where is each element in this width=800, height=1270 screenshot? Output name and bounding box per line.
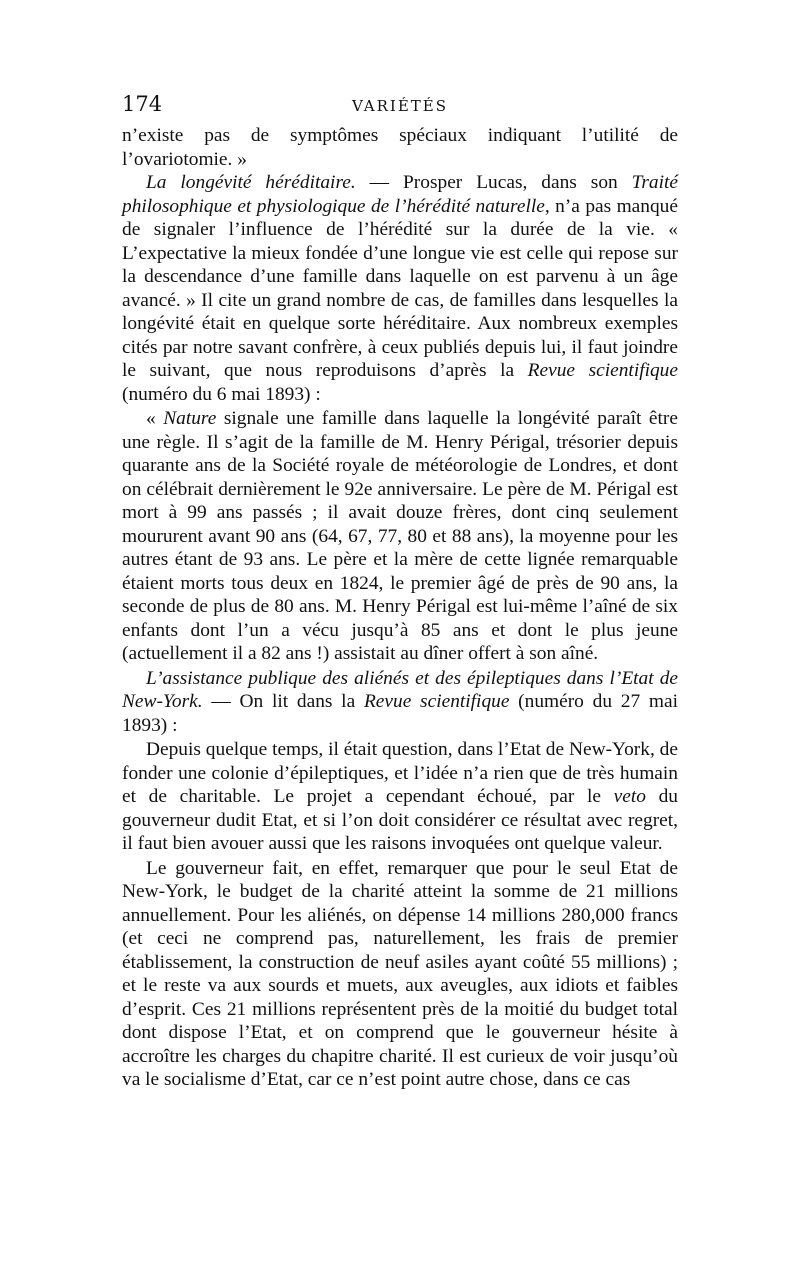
page-number: 174: [122, 92, 163, 116]
text-span: (numéro du 27 mai 1893) :: [122, 691, 678, 736]
text-span: «: [146, 408, 164, 429]
paragraph-assistance: [122, 667, 678, 738]
text-span: (numéro du 6 mai 1893) :: [122, 383, 321, 405]
journal-title: Revue scientifique: [527, 360, 678, 381]
book-title: Traité philosophique et physiologique de l’hérédité naturelle: [122, 172, 678, 217]
section-title-longevite: La longévité héréditaire.: [146, 172, 356, 193]
journal-title: Revue scientifique: [363, 691, 510, 712]
paragraph-colonie: [122, 738, 678, 856]
paragraph-longevite: [122, 171, 678, 406]
text-span: — Prosper Lucas, dans son: [355, 172, 632, 193]
paragraph-nature-quote: [122, 407, 678, 666]
page-header: [122, 92, 678, 122]
running-title: VARIÉTÉS: [351, 97, 449, 115]
text-span: n’existe pas de symptômes spéciaux indiquant l’utilité de l’ovariotomie. »: [122, 125, 678, 170]
text-span: Le gouverneur fait, en effet, remarquer que pour le seul Etat de New-York, le budget de la charité atteint la somme de 21 millions annuellement. Pour les aliénés, on dépense 14 millions 280,000 francs (et ceci ne comprend pas, naturellement, les frais de premier établissement, la construction de neuf asiles ayant coûté 55 millions) ; et le reste va aux sourds et muets, aux aveugles, aux idiots et faibles d’esprit. Ces 21 millions représentent près de la moitié du budget total dont dispose l’Etat, et on comprend que le gouverneur hésite à accroître les charges du chapitre charité. Il est curieux de voir jusqu’où va le socialisme d’Etat, car ce n’est point autre chose, dans ce cas: [122, 857, 678, 1090]
text-span: , n’a pas manqué de signaler l’influence de l’hérédité sur la durée de la vie. « L’expectative la mieux fondée d’une longue vie est celle qui repose sur la descendance d’une famille dans laquelle on est parvenu à un âge avancé. » Il cite un grand nombre de cas, de familles dans lesquelles la longévité était en quelque sorte héréditaire. Aux nombreux exemples cités par notre savant confrère, à ceux publiés depuis lui, il faut joindre le suivant, que nous reproduisons d’après la: [122, 195, 678, 381]
word-veto: veto: [613, 786, 646, 807]
journal-nature: Nature: [163, 408, 217, 429]
paragraph-ovariotomie: [122, 124, 678, 171]
section-title-assistance: L’assistance publique des aliénés et des épileptiques dans l’Etat de New-York.: [122, 667, 678, 712]
text-span: signale une famille dans laquelle la longévité paraît être une règle. Il s’agit de la famille de M. Henry Périgal, trésorier depuis quarante ans de la Société royale de météorologie de Londres, et dont on célébrait dernièrement le 92e anniversaire. Le père de M. Périgal est mort à 99 ans passés ; il avait douze frères, dont cinq seulement moururent avant 90 ans (64, 67, 77, 80 et 88 ans), la moyenne pour les autres étant de 93 ans. Le père et la mère de cette lignée remarquable étaient morts tous deux en 1824, le premier âgé de près de 90 ans, la seconde de plus de 80 ans. M. Henry Périgal est lui-même l’aîné de six enfants dont l’un a vécu jusqu’à 85 ans et dont le plus jeune (actuellement il a 82 ans !) assistait au dîner offert à son aîné.: [122, 408, 678, 664]
text-span: Depuis quelque temps, il était question, dans l’Etat de New-York, de fonder une colonie d’épileptiques, et l’idée n’a rien que de très humain et de charitable. Le projet a cependant échoué, par le: [122, 739, 678, 807]
paragraph-budget: [122, 857, 678, 1092]
text-span: du gouverneur dudit Etat, et si l’on doit considérer ce résultat avec regret, il faut bien avouer aussi que les raisons invoquées ont quelque valeur.: [122, 786, 678, 854]
text-span: — On lit dans la: [202, 691, 364, 712]
body-text: [122, 124, 678, 1092]
